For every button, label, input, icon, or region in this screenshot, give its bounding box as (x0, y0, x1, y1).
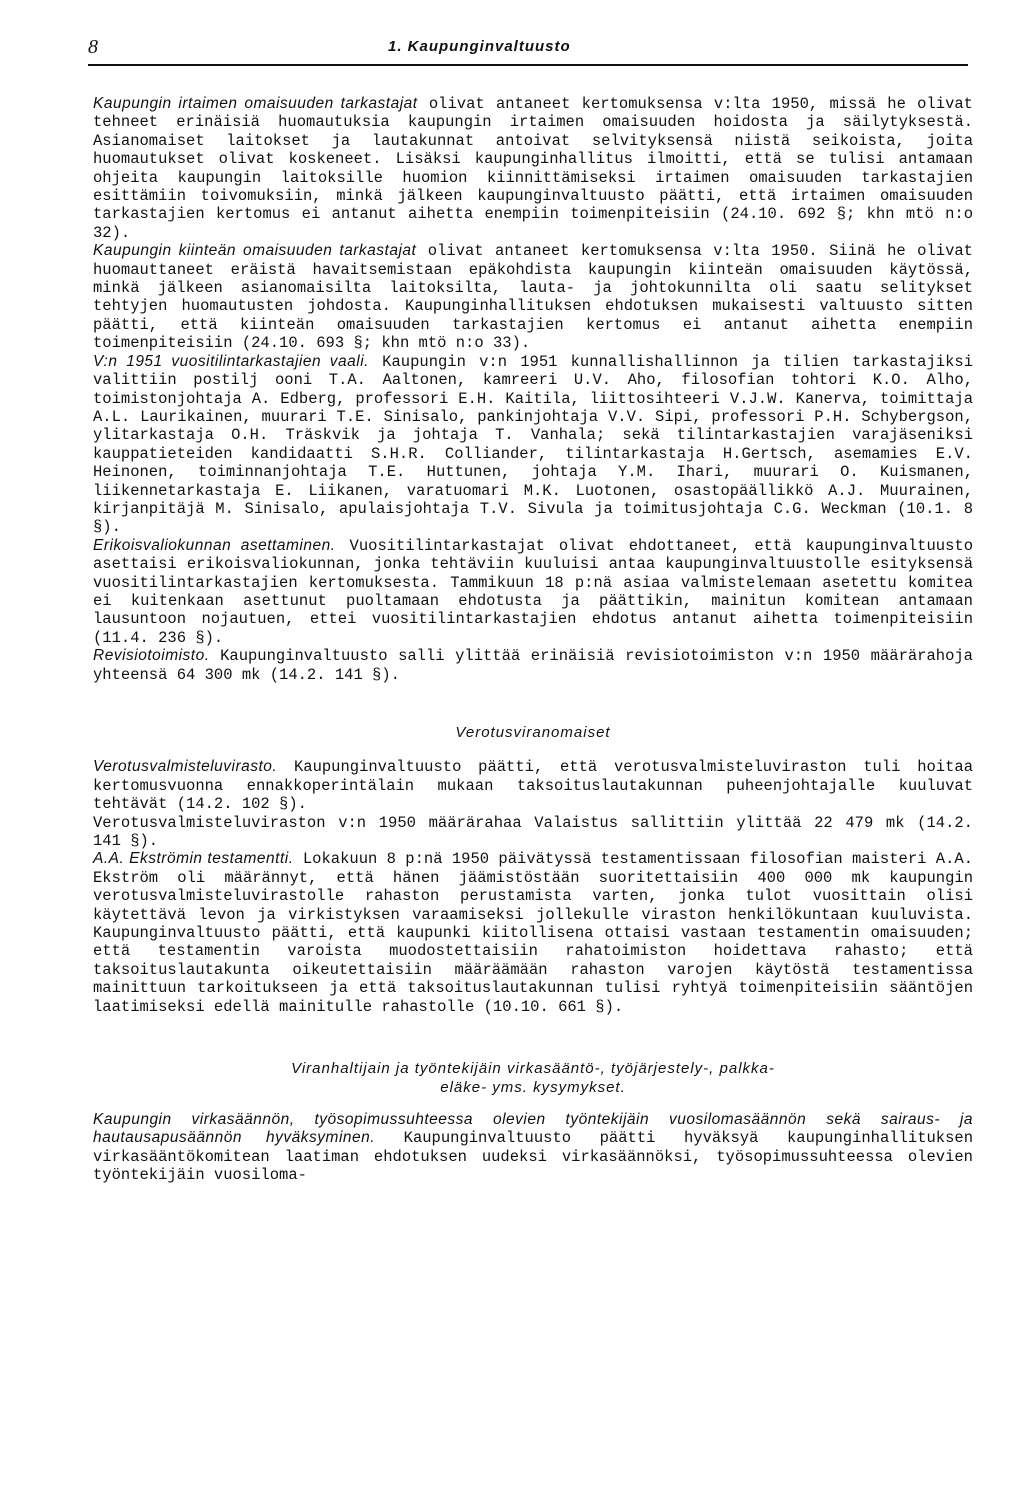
paragraph-kiinteä-omaisuus (93, 242, 973, 352)
paragraph-text: Kaupunginvaltuusto päätti, että verotusvalmisteluviraston tuli hoitaa kertomusvuonna ennakkoperintälain mukaan taksoituslautakunnan puheenjohtajalle kuuluvat tehtävät (14.2. 102 §). (93, 758, 973, 814)
paragraph-lead: Erikoisvaliokunnan asettaminen. (93, 536, 336, 554)
paragraph-irtaimen-omaisuus (93, 95, 973, 242)
page-body (93, 95, 973, 1185)
section-heading-viranhaltijat-line2: eläke- yms. kysymykset. (440, 1078, 626, 1096)
page-header (88, 34, 968, 66)
section-heading-verotusviranomaiset: Verotusviranomaiset (455, 724, 611, 741)
paragraph-lead: A.A. Ekströmin testamentti. (93, 850, 294, 868)
paragraph-verotusvalmisteluvirasto (93, 758, 973, 813)
paragraph-lead: V:n 1951 vuositilintarkastajien vaali. (93, 352, 369, 370)
paragraph-erikoisvaliokunta (93, 537, 973, 647)
running-head: 1. Kaupunginvaltuusto (388, 38, 571, 55)
paragraph-lead: Verotusvalmisteluvirasto. (93, 758, 278, 776)
section-heading-viranhaltijat-line1: Viranhaltijain ja työntekijäin virkasääntö-, työjärjestely-, palkka- (291, 1060, 775, 1078)
paragraph-text: olivat antaneet kertomuksensa v:lta 1950. Siinä he olivat huomauttaneet eräistä havaitsemistaan epäkohdista kaupungin kiinteän omaisuuden käytössä, minkä jälkeen asianomaisilta laitoksilta, lauta- ja johtokunnilta oli saatu selitykset tehtyjen huomautusten johdosta. Kaupunginhallituksen ehdotuksen mukaisesti valtuusto sitten päätti, että kiinteän omaisuuden tarkastajien kertomus ei antanut aihetta enempiin toimenpiteisiin (24.10. 693 §; khn mtö n:o 33). (93, 242, 973, 353)
paragraph-text: Kaupungin v:n 1951 kunnallishallinnon ja tilien tarkastajiksi valittiin postilj ooni T.A. Aaltonen, kamreeri U.V. Aho, filosofian tohtori K.O. Alho, toimistonjohtaja A. Edberg, professori E.H. Kaitila, liittosihteeri V.J.W. Kanerva, toimittaja A.L. Laurikainen, muurari T.E. Sinisalo, pankinjohtaja V.V. Sipi, professori P.H. Schybergson, ylitarkastaja O.H. Träskvik ja johtaja T. Vanhala; sekä tilintarkastajien varajäseniksi kauppatieteiden kandidaatti S.H.R. Colliander, tilintarkastaja H.Gertsch, asemamies E.V. Heinonen, toiminnanjohtaja T.E. Huttunen, johtaja Y.M. Ihari, muurari O. Kuismanen, liikennetarkastaja E. Liikanen, varatuomari M.K. Luotonen, osastopäällikkö A.J. Muurainen, kirjanpitäjä M. Sinisalo, apulaisjohtaja T.V. Sivula ja toimitusjohtaja C.G. Weckman (10.1. 8 §). (93, 352, 973, 537)
paragraph-text: Kaupunginvaltuusto päätti hyväksyä kaupunginhallituksen virkasääntökomitean laatiman ehdotuksen uudeksi virkasäännöksi, työsopimussuhteessa olevien työntekijäin vuosiloma- (93, 1129, 974, 1185)
paragraph-tilintarkastajien-vaali (93, 353, 973, 537)
paragraph-ekstrom-testamentti (93, 850, 973, 1016)
paragraph-text: Verotusvalmisteluviraston v:n 1950 määrärahaa Valaistus sallittiin ylittää 22 479 mk (14.2. 141 §). (93, 813, 973, 851)
paragraph-lead: Kaupungin kiinteän omaisuuden tarkastajat (93, 242, 417, 260)
paragraph-lead: Revisiotoimisto. (93, 647, 210, 665)
paragraph-text: Vuositilintarkastajat olivat ehdottaneet, että kaupunginvaltuusto asettaisi erikoisvaliokunnan, jonka tehtäviin kuuluisi antaa kaupunginvaltuustolle esityksensä vuositilintarkastajien kertomuksesta. Tammikuun 18 p:nä asiaa valmistelemaan asetettu komitea ei kuitenkaan asettunut puoltamaan ehdotusta ja päättikin, mainitun komitean antamaan lausuntoon nojautuen, ettei vuositilintarkastajien ehdotus antanut aihetta toimenpiteisiin (11.4. 236 §). (93, 536, 973, 647)
page-number: 8 (88, 36, 98, 58)
paragraph-text: Kaupunginvaltuusto salli ylittää erinäisiä revisiotoimiston v:n 1950 määrärahoja yhteensä 64 300 mk (14.2. 141 §). (93, 647, 973, 684)
paragraph-text: Lokakuun 8 p:nä 1950 päivätyssä testamentissaan filosofian maisteri A.A. Ekström oli määrännyt, että hänen jäämistöstään suoritettaisiin 400 000 mk kaupungin verotusvalmisteluvirastolle rahaston perustamista varten, jonka tulot vuosittain olisi käytettävä levon ja virkistyksen varaamiseksi jollekulle viraston henkilökuntaan kuuluvista. Kaupunginvaltuusto päätti, että kaupunki kiitollisena ottaisi vastaan testamentin omaisuuden; että testamentin varoista muodostettaisiin rahatoimiston hoidettava rahasto; että taksoituslautakunta oikeutettaisiin määräämään rahaston varojen käytöstä testamentissa mainittuun tarkoitukseen ja että taksoituslautakunnan tulisi ryhtyä toimenpiteisiin sääntöjen laatimiseksi edellä mainitulle rahastolle (10.10. 661 §). (93, 850, 973, 1016)
paragraph-lead: Kaupungin virkasäännön, työsopimussuhteessa olevien työntekijäin vuosilomasäännön sekä sairaus- ja hautausapusäännön hyväksyminen. (93, 1110, 973, 1147)
paragraph-text: olivat antaneet kertomuksensa v:lta 1950, missä he olivat tehneet erinäisiä huomautuksia kaupungin irtaimen omaisuuden hoidosta ja säilytyksestä. Asianomaiset laitokset ja lautakunnat antoivat selvityksensä niistä seikoista, joita huomautukset olivat koskeneet. Lisäksi kaupunginhallitus ilmoitti, että se tulisi antamaan ohjeita kaupungin laitoksille huomion kiinnittämiseksi irtaimen omaisuuden tarkastajien esittämiin toivomuksiin, minkä jälkeen kaupunginvaltuusto päätti, että irtaimen omaisuuden tarkastajien kertomus ei antanut aihetta enempiin toimenpiteisiin (24.10. 692 §; khn mtö n:o 32). (93, 95, 973, 242)
paragraph-revisiotoimisto (93, 647, 973, 684)
paragraph-virkasääntö (93, 1111, 973, 1185)
paragraph-lead: Kaupungin irtaimen omaisuuden tarkastajat (93, 95, 418, 112)
paragraph-valaistus (93, 814, 973, 851)
